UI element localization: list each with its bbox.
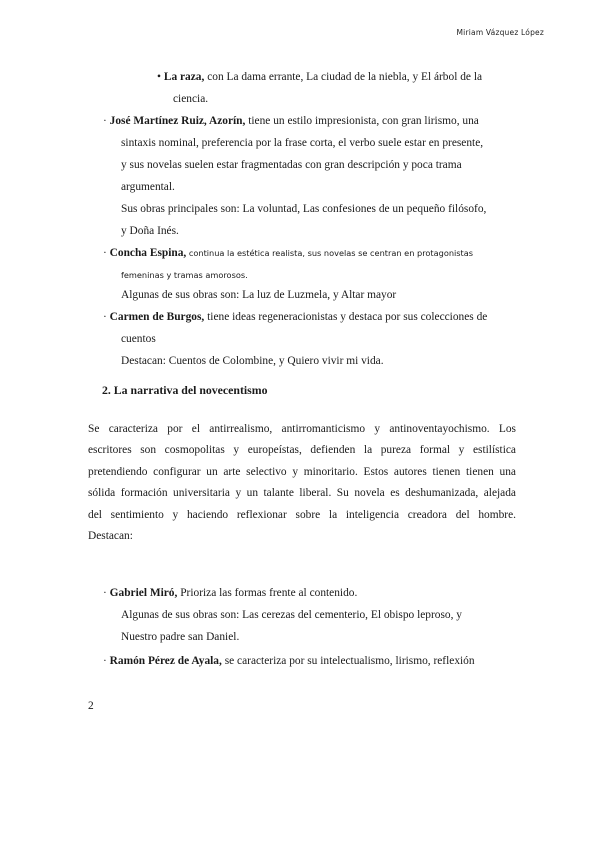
text-line: cuentos bbox=[121, 333, 156, 345]
author-name: Carmen de Burgos, bbox=[109, 311, 205, 323]
works-line: Destacan: Cuentos de Colombine, y Quiero vivir mi vida. bbox=[121, 355, 384, 367]
header-author: Miriam Vázquez López bbox=[456, 28, 544, 37]
paragraph bbox=[88, 419, 516, 547]
bullet: · bbox=[103, 247, 107, 259]
item-text: tiene ideas regeneracionistas y destaca por sus colecciones de bbox=[204, 311, 488, 323]
author-name: Gabriel Miró, bbox=[109, 587, 178, 599]
bullet: · bbox=[103, 311, 107, 323]
text-line: sintaxis nominal, preferencia por la frase corta, el verbo suele estar en presente, bbox=[121, 137, 484, 149]
list-item-carmen-de-burgos bbox=[103, 307, 487, 328]
item-text: continua la estética realista, sus novelas se centran en protagonistas bbox=[186, 248, 474, 258]
page-number: 2 bbox=[88, 700, 94, 712]
text-line: femeninas y tramas amorosos. bbox=[121, 270, 248, 280]
bullet: · bbox=[103, 655, 107, 667]
list-item-concha-espina bbox=[103, 243, 473, 264]
list-item-ramon-perez-de-ayala bbox=[103, 651, 475, 672]
list-item-gabriel-miro bbox=[103, 583, 357, 604]
text-line: y sus novelas suelen estar fragmentadas con gran descripción y poca trama bbox=[121, 159, 462, 171]
paragraph-line: sólida formación universitaria y un talante liberal. Su novela es deshumanizada, alejada bbox=[88, 487, 516, 500]
bullet: · bbox=[103, 587, 107, 599]
item-term: La raza, bbox=[163, 71, 205, 83]
author-name: Ramón Pérez de Ayala, bbox=[109, 655, 222, 667]
item-text: se caracteriza por su intelectualismo, lirismo, reflexión bbox=[221, 655, 475, 667]
list-item-continuation: ciencia. bbox=[173, 93, 209, 105]
item-text: Prioriza las formas frente al contenido. bbox=[177, 587, 358, 599]
item-text: con La dama errante, La ciudad de la niebla, y El árbol de la bbox=[204, 71, 483, 83]
author-name: José Martínez Ruiz, Azorín, bbox=[109, 115, 246, 127]
paragraph-line: escritores son cosmopolitas y europeístas, defienden la pureza formal y estilística bbox=[88, 444, 516, 457]
bullet: · bbox=[103, 115, 107, 127]
paragraph-line: Destacan: bbox=[88, 530, 133, 543]
works-line: Algunas de sus obras son: Las cerezas del cementerio, El obispo leproso, y bbox=[121, 609, 462, 621]
paragraph-line: Se caracteriza por el antirrealismo, antirromanticismo y antinoventayochismo. Los bbox=[88, 423, 516, 435]
paragraph-line: pretendiendo configurar un arte selectivo y minoritario. Estos autores tienen tienen una bbox=[88, 465, 516, 478]
paragraph-line: del sentimiento y haciendo reflexionar sobre la inteligencia creadora del hombre. bbox=[88, 508, 516, 521]
item-text: tiene un estilo impresionista, con gran lirismo, una bbox=[245, 115, 479, 127]
list-item-azorin bbox=[103, 111, 479, 132]
works-line: Nuestro padre san Daniel. bbox=[121, 631, 240, 643]
works-line: Sus obras principales son: La voluntad, Las confesiones de un pequeño filósofo, bbox=[121, 203, 487, 215]
section-heading: 2. La narrativa del novecentismo bbox=[102, 383, 268, 397]
text-line: argumental. bbox=[121, 181, 175, 193]
bullet: • bbox=[157, 71, 161, 83]
works-line: Algunas de sus obras son: La luz de Luzmela, y Altar mayor bbox=[121, 289, 397, 301]
list-item-la-raza bbox=[157, 67, 482, 88]
works-line: y Doña Inés. bbox=[121, 225, 179, 237]
author-name: Concha Espina, bbox=[109, 247, 187, 259]
